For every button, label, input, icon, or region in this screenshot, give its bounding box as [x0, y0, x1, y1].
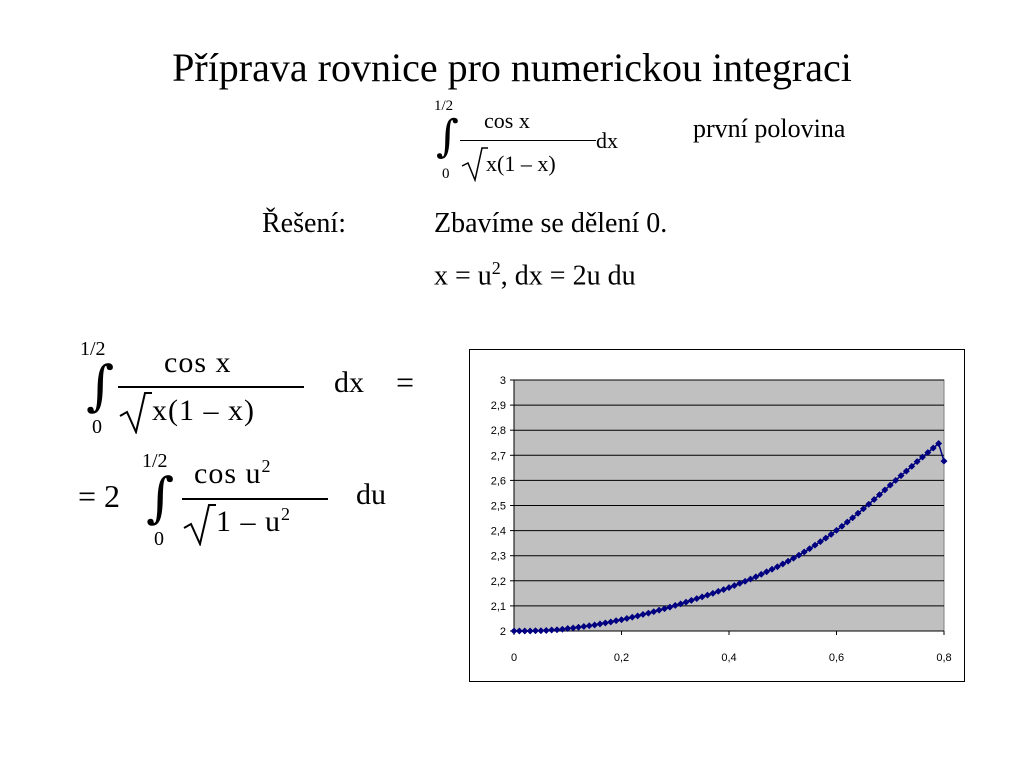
y-tick-label: 2,3 — [490, 550, 506, 563]
integral-sign: ∫ — [436, 111, 459, 162]
y-tick-label: 2,6 — [490, 475, 506, 488]
fraction-bar — [460, 140, 596, 141]
y-tick-label: 3 — [499, 375, 506, 387]
equals-sign: = — [396, 364, 415, 400]
integral-lower-limit: 0 — [92, 416, 102, 438]
integral-lower-limit: 0 — [154, 528, 164, 550]
formula-substituted-integral — [78, 448, 418, 558]
solution-line-1: Zbavíme se dělení 0. — [434, 208, 668, 239]
x-tick-label: 0,6 — [828, 652, 845, 664]
y-tick-label: 2,8 — [490, 425, 506, 438]
x-tick-label: 0,8 — [936, 652, 952, 664]
x-tick-label: 0 — [510, 652, 518, 664]
fraction-denominator — [216, 504, 291, 539]
y-tick-label: 2,7 — [490, 450, 506, 463]
y-tick-label: 2,4 — [490, 525, 506, 538]
chart-frame — [469, 349, 965, 682]
differential: dx — [334, 366, 364, 399]
equals-two: = 2 — [78, 478, 121, 514]
formula-original-integral — [70, 336, 430, 446]
substitution-exponent: 2 — [491, 258, 501, 278]
denominator-exponent: 2 — [281, 504, 291, 524]
sqrt-sign — [118, 390, 154, 434]
integral-lower-limit: 0 — [442, 166, 450, 182]
fraction-denominator: x(1 – x) — [152, 394, 255, 427]
integral-upper-limit: 1/2 — [142, 450, 168, 472]
sqrt-sign — [182, 502, 218, 546]
fraction-bar — [118, 386, 304, 388]
numerator-exponent: 2 — [261, 456, 272, 476]
formula-first-half — [420, 96, 650, 196]
slide-title: Příprava rovnice pro numerickou integraci — [172, 45, 852, 90]
fraction-bar — [182, 498, 328, 500]
x-tick-label: 0,4 — [721, 652, 737, 664]
solution-label: Řešení: — [262, 208, 346, 239]
numerator-text: cos u — [194, 457, 262, 490]
y-tick-label: 2,5 — [490, 500, 506, 513]
y-tick-label: 2,1 — [490, 600, 506, 613]
y-tick-label: 2,9 — [490, 400, 506, 413]
fraction-numerator: cos x — [484, 108, 530, 133]
integral-sign: ∫ — [86, 354, 115, 417]
scatter-chart — [470, 350, 964, 681]
fraction-numerator — [194, 456, 272, 491]
substitution-text: x = u — [434, 260, 492, 292]
fraction-denominator: x(1 – x) — [486, 151, 556, 176]
y-tick-label: 2,2 — [490, 575, 506, 588]
x-tick-label: 0,2 — [613, 652, 630, 664]
y-tick-label: 2 — [499, 626, 506, 638]
differential: dx — [596, 128, 618, 153]
integral-upper-limit: 1/2 — [80, 338, 106, 360]
differential: du — [356, 478, 386, 511]
solution-line-2 — [434, 258, 636, 292]
note-first-half: první polovina — [693, 114, 846, 143]
fraction-numerator: cos x — [164, 346, 232, 379]
denominator-text: 1 – u — [216, 505, 281, 538]
integral-upper-limit: 1/2 — [434, 98, 454, 114]
integral-sign: ∫ — [146, 466, 175, 529]
substitution-differential: , dx = 2u du — [500, 260, 636, 292]
